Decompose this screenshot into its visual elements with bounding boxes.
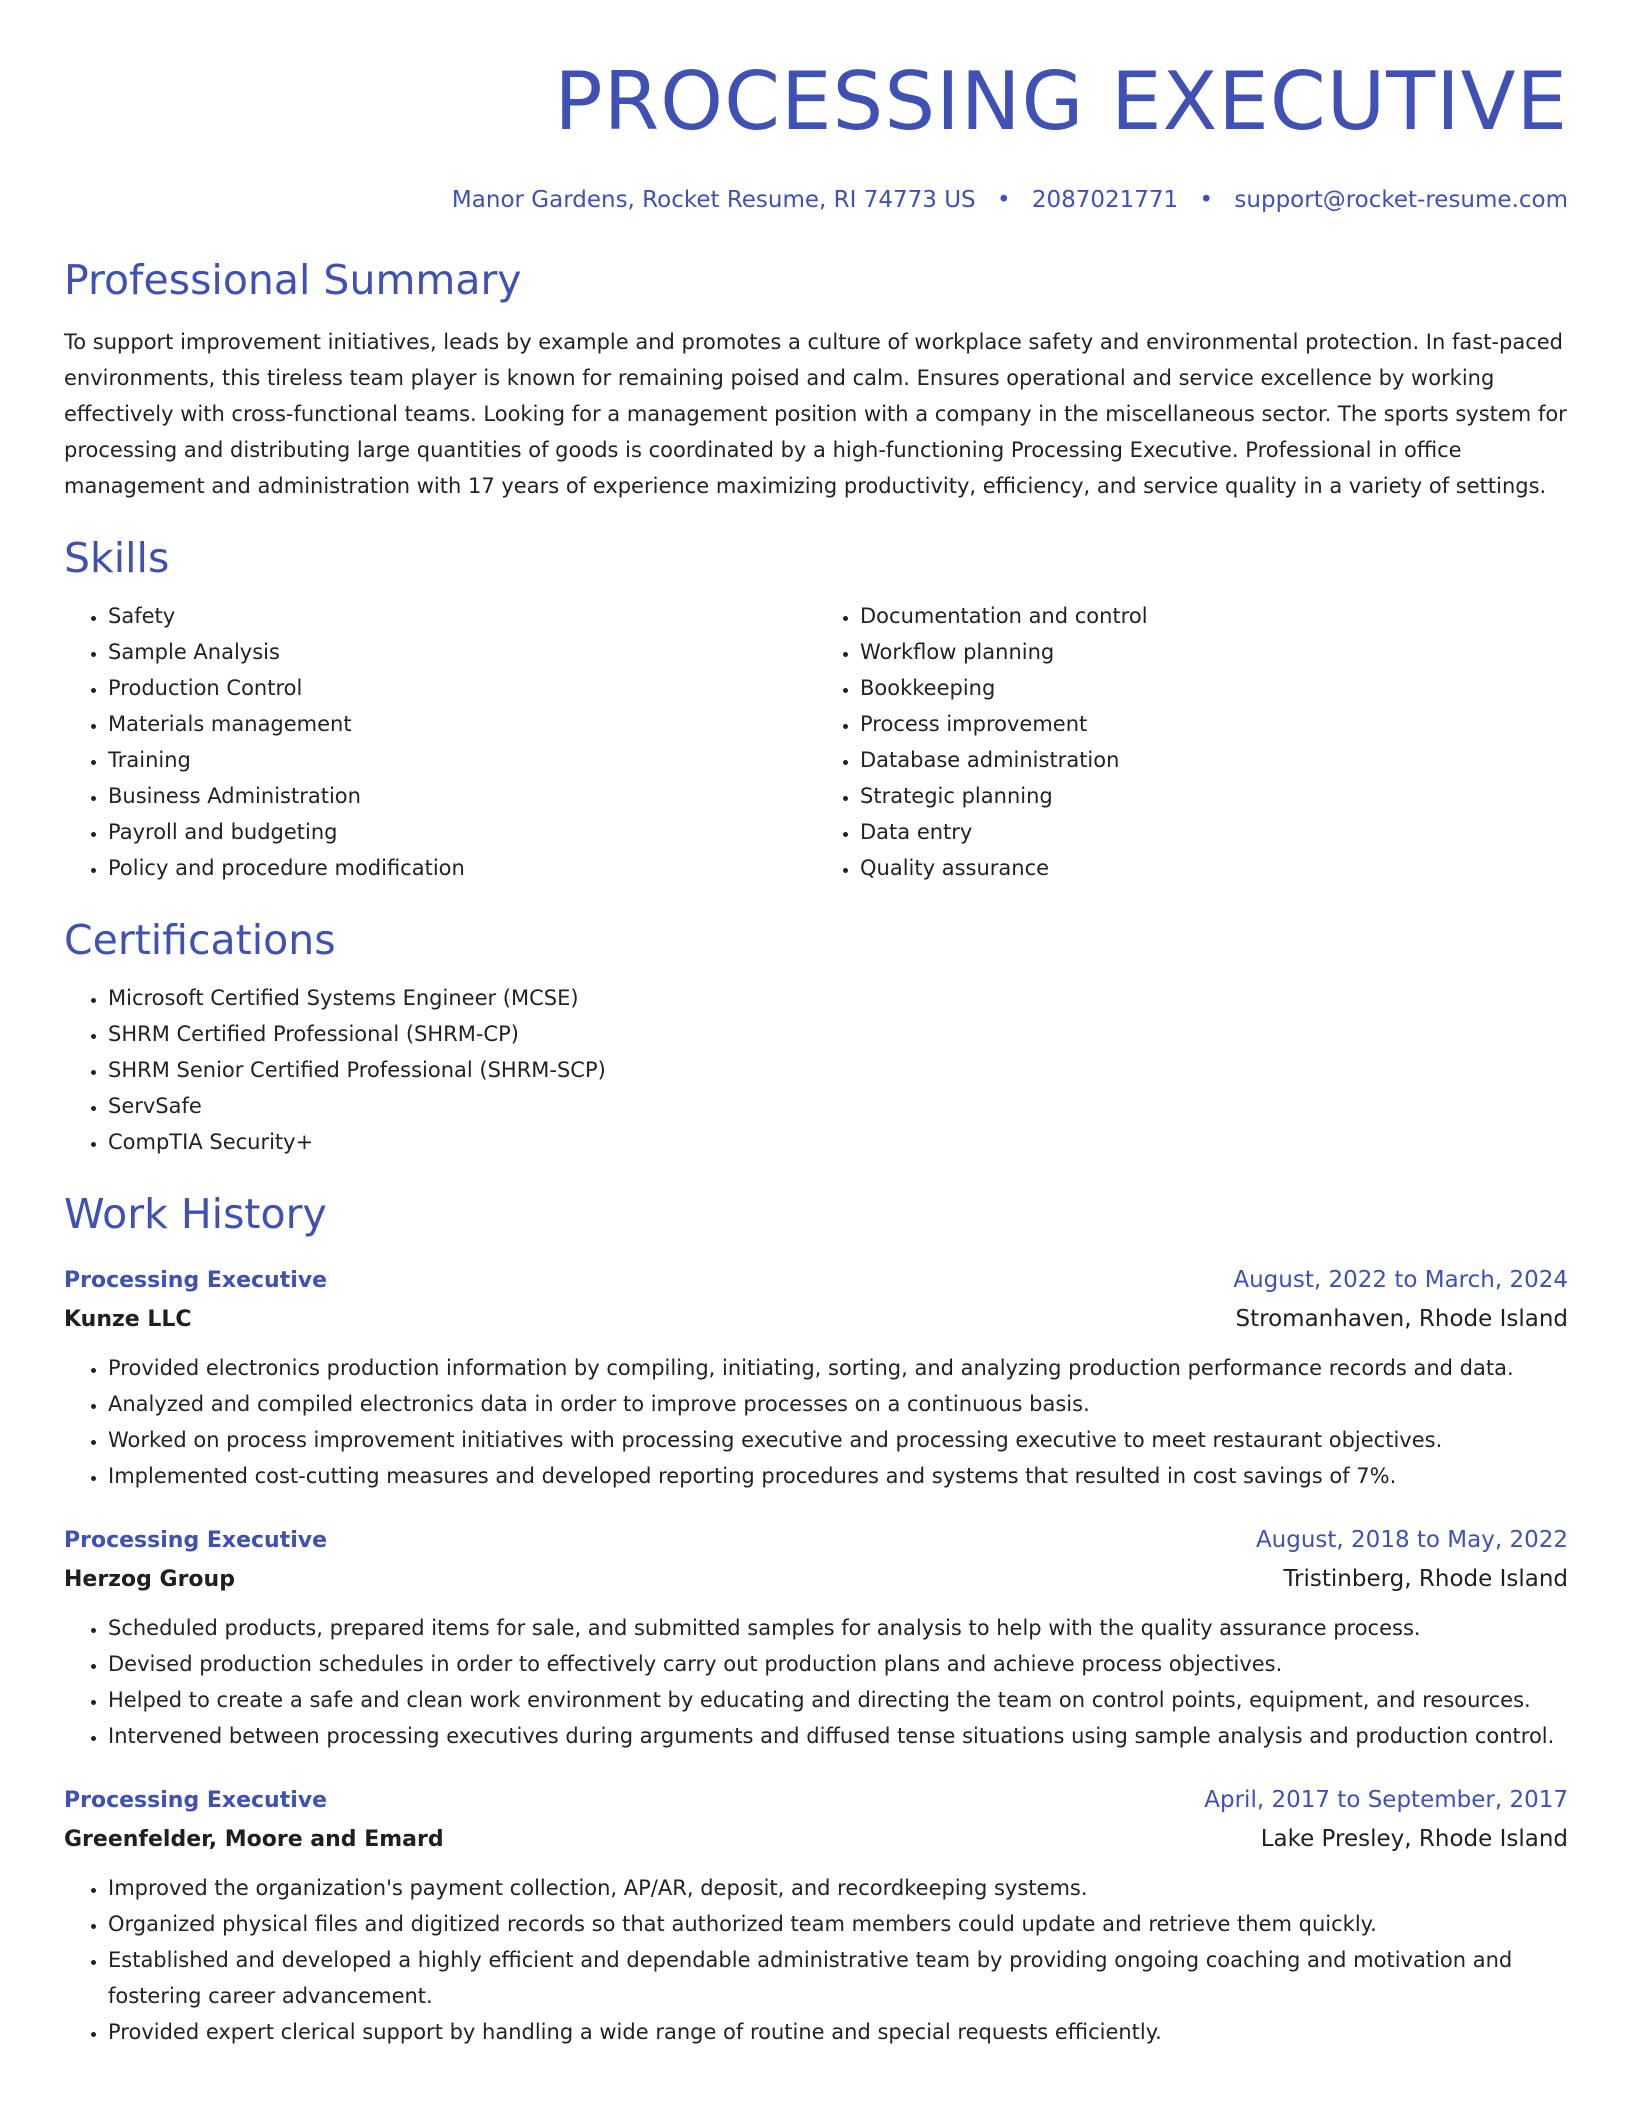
job-company: Kunze LLC xyxy=(64,1307,192,1332)
job-dates: August, 2022 to March, 2024 xyxy=(1233,1267,1568,1293)
certification-item: • Microsoft Certified Systems Engineer (MCSE) xyxy=(108,980,1568,1016)
job-location: Tristinberg, Rhode Island xyxy=(1283,1566,1568,1592)
skill-item: • Training xyxy=(108,742,816,778)
job-location: Stromanhaven, Rhode Island xyxy=(1235,1306,1568,1332)
skills-list-left xyxy=(64,598,816,886)
job-title-row xyxy=(64,1522,1568,1559)
certifications-heading: Certifications xyxy=(64,916,336,964)
resume-header xyxy=(64,52,1568,216)
job-bullet: • Devised production schedules in order to effectively carry out production plans and achieve process objectives. xyxy=(108,1646,1568,1682)
job-title: Processing Executive xyxy=(64,1788,328,1813)
skills-column-right xyxy=(816,598,1568,886)
skills-list-right xyxy=(816,598,1568,886)
job-bullet: • Intervened between processing executives during arguments and diffused tense situations using sample analysis and production control. xyxy=(108,1718,1568,1754)
certification-item: • SHRM Senior Certified Professional (SHRM-SCP) xyxy=(108,1052,1568,1088)
job-bullets xyxy=(64,1870,1568,2050)
job-bullets xyxy=(64,1350,1568,1494)
contact-phone: 2087021771 xyxy=(1031,187,1179,213)
job-dates: August, 2018 to May, 2022 xyxy=(1255,1527,1568,1553)
contact-separator: • xyxy=(1199,187,1214,213)
skills-heading: Skills xyxy=(64,534,170,582)
job-bullet: • Implemented cost-cutting measures and developed reporting procedures and systems that resulted in cost savings of 7%. xyxy=(108,1458,1568,1494)
job-company-row xyxy=(64,1299,1568,1340)
skill-item: • Policy and procedure modification xyxy=(108,850,816,886)
job-company-row xyxy=(64,1819,1568,1860)
summary-text: To support improvement initiatives, leads by example and promotes a culture of workplace safety and environmental protection. In fast-paced environments, this tireless team player is known for remaining poised and calm. Ensures operational and service excellence by working effectively with cross-functional teams. Looking for a management position with a company in the miscellaneous sector. The sports system for processing and distributing large quantities of goods is coordinated by a high-functioning Processing Executive. Professional in office management and administration with 17 years of experience maximizing productivity, efficiency, and service quality in a variety of settings. xyxy=(64,330,1567,498)
job-bullet: • Scheduled products, prepared items for sale, and submitted samples for analysis to help with the quality assurance process. xyxy=(108,1610,1568,1646)
job-bullet: • Provided expert clerical support by handling a wide range of routine and special requests efficiently. xyxy=(108,2014,1568,2050)
contact-address: Manor Gardens, Rocket Resume, RI 74773 US xyxy=(451,187,976,213)
skill-item: • Bookkeeping xyxy=(860,670,1568,706)
job-bullet: • Helped to create a safe and clean work environment by educating and directing the team on control points, equipment, and resources. xyxy=(108,1682,1568,1718)
job-bullet: • Analyzed and compiled electronics data in order to improve processes on a continuous basis. xyxy=(108,1386,1568,1422)
skill-item: • Database administration xyxy=(860,742,1568,778)
skills-columns xyxy=(64,598,1568,886)
job-bullet: • Provided electronics production information by compiling, initiating, sorting, and analyzing production performance records and data. xyxy=(108,1350,1568,1386)
certification-item: • SHRM Certified Professional (SHRM-CP) xyxy=(108,1016,1568,1052)
skill-item: • Business Administration xyxy=(108,778,816,814)
job-company-row xyxy=(64,1559,1568,1600)
skill-item: • Data entry xyxy=(860,814,1568,850)
job-title: Processing Executive xyxy=(64,1268,328,1293)
job-company: Greenfelder, Moore and Emard xyxy=(64,1827,444,1852)
skill-item: • Production Control xyxy=(108,670,816,706)
job-company: Herzog Group xyxy=(64,1567,235,1592)
job-bullet: • Worked on process improvement initiatives with processing executive and processing executive to meet restaurant objectives. xyxy=(108,1422,1568,1458)
candidate-name: PROCESSING EXECUTIVE xyxy=(554,55,1568,148)
skill-item: • Materials management xyxy=(108,706,816,742)
skill-item: • Payroll and budgeting xyxy=(108,814,816,850)
job-dates: April, 2017 to September, 2017 xyxy=(1204,1787,1568,1813)
work-history-heading: Work History xyxy=(64,1190,327,1238)
skill-item: • Strategic planning xyxy=(860,778,1568,814)
skill-item: • Sample Analysis xyxy=(108,634,816,670)
job-bullet: • Organized physical files and digitized records so that authorized team members could update and retrieve them quickly. xyxy=(108,1906,1568,1942)
job-title-row xyxy=(64,1782,1568,1819)
job-bullet: • Established and developed a highly efficient and dependable administrative team by providing ongoing coaching and motivation and fostering career advancement. xyxy=(108,1942,1568,2014)
job-entry xyxy=(64,1522,1568,1754)
job-title-row xyxy=(64,1262,1568,1299)
skills-column-left xyxy=(64,598,816,886)
skill-item: • Documentation and control xyxy=(860,598,1568,634)
certification-item: • CompTIA Security+ xyxy=(108,1124,1568,1160)
contact-line xyxy=(64,184,1568,216)
job-bullet: • Improved the organization's payment collection, AP/AR, deposit, and recordkeeping systems. xyxy=(108,1870,1568,1906)
skill-item: • Process improvement xyxy=(860,706,1568,742)
skill-item: • Workflow planning xyxy=(860,634,1568,670)
skill-item: • Safety xyxy=(108,598,816,634)
job-title: Processing Executive xyxy=(64,1528,328,1553)
job-entry xyxy=(64,1262,1568,1494)
contact-separator: • xyxy=(996,187,1011,213)
skill-item: • Quality assurance xyxy=(860,850,1568,886)
job-location: Lake Presley, Rhode Island xyxy=(1260,1826,1568,1852)
certification-item: • ServSafe xyxy=(108,1088,1568,1124)
job-entry xyxy=(64,1782,1568,2050)
certifications-list xyxy=(64,980,1568,1160)
contact-email: support@rocket-resume.com xyxy=(1234,187,1568,213)
job-bullets xyxy=(64,1610,1568,1754)
summary-heading: Professional Summary xyxy=(64,256,522,304)
